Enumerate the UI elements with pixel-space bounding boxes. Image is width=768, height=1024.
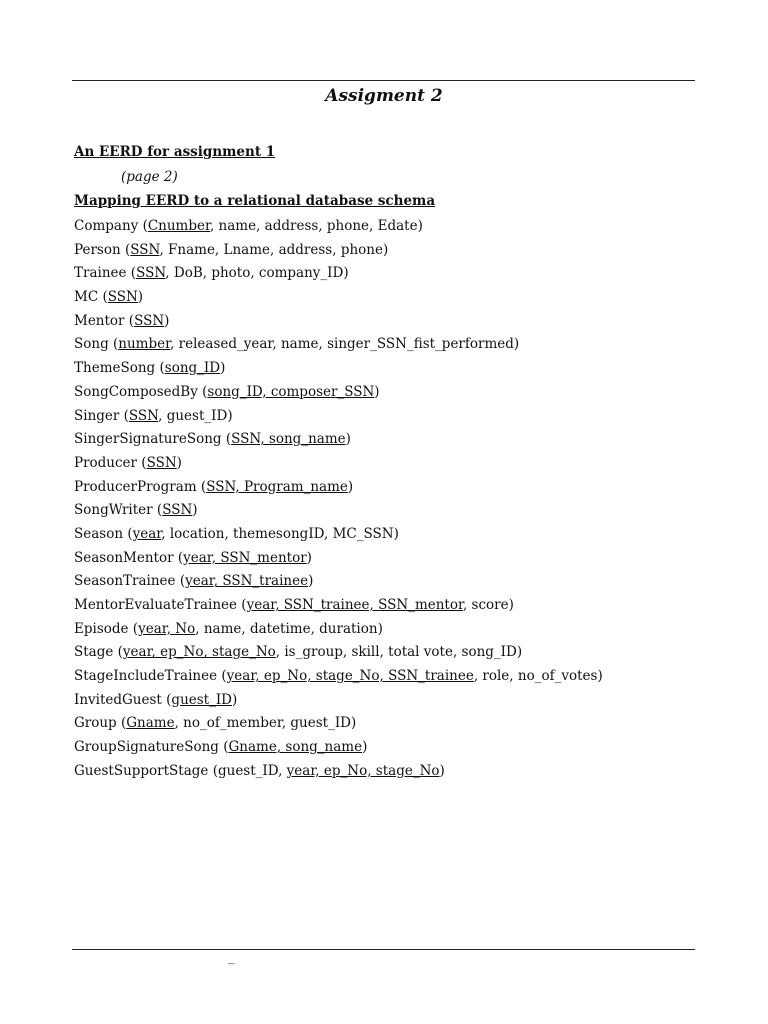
relation-name: Person: [74, 241, 121, 258]
relation-primary-key: Gname, song_name: [228, 739, 363, 756]
relation-row: Song (number, released_year, name, singer_SSN_fist_performed): [74, 336, 520, 353]
relation-attributes: , released_year, name, singer_SSN_fist_performed: [170, 336, 514, 353]
relation-attributes: , location, themesongID, MC_SSN: [161, 525, 394, 542]
relation-row: MentorEvaluateTrainee (year, SSN_trainee, SSN_mentor, score): [74, 597, 514, 613]
relation-schema-list: [74, 217, 603, 786]
relation-row: Producer (SSN): [74, 454, 182, 471]
relation-primary-key: SSN: [134, 312, 165, 329]
relation-name: SeasonTrainee: [74, 573, 176, 590]
relation-primary-key: SSN: [128, 407, 159, 424]
relation-name: GuestSupportStage: [74, 762, 209, 779]
relation-attributes: , guest_ID: [158, 407, 228, 424]
relation-row: GuestSupportStage (guest_ID, year, ep_No, stage_No): [74, 762, 445, 779]
relation-name: Mentor: [74, 312, 125, 329]
relation-row: Trainee (SSN, DoB, photo, company_ID): [74, 265, 349, 282]
relation-name: Group: [74, 715, 117, 732]
relation-row: ThemeSong (song_ID): [74, 360, 226, 377]
relation-name: MC: [74, 289, 99, 306]
relation-primary-key: Gname: [126, 715, 175, 732]
relation-row: SingerSignatureSong (SSN, song_name): [74, 431, 351, 448]
relation-attributes: , name, address, phone, Edate: [209, 218, 418, 234]
relation-attributes: , name, datetime, duration: [195, 620, 378, 637]
relation-primary-key: year, ep_No, stage_No: [286, 762, 440, 779]
relation-primary-key: year, No: [138, 620, 196, 637]
relation-attributes: , no_of_member, guest_ID: [174, 715, 351, 732]
relation-row: Stage (year, ep_No, stage_No, is_group, skill, total vote, song_ID): [74, 644, 523, 661]
relation-row: Company (Cnumber, name, address, phone, Edate): [74, 218, 423, 234]
relation-row: SongWriter (SSN): [74, 502, 198, 519]
relation-row: SeasonMentor (year, SSN_mentor): [74, 549, 312, 566]
relation-row: GroupSignatureSong (Gname, song_name): [74, 739, 368, 756]
relation-primary-key: year, SSN_trainee, SSN_mentor: [246, 597, 463, 613]
relation-primary-key: number: [118, 336, 171, 353]
relation-row: SeasonTrainee (year, SSN_trainee): [74, 573, 314, 590]
relation-name: ThemeSong: [74, 360, 156, 377]
relation-primary-key: Cnumber: [147, 218, 210, 234]
relation-primary-key: SSN: [146, 454, 177, 471]
relation-primary-key: SSN, Program_name: [206, 478, 348, 495]
relation-name: Season: [74, 525, 124, 542]
relation-row: Singer (SSN, guest_ID): [74, 407, 233, 424]
relation-attributes: , score: [462, 597, 509, 613]
relation-row: Episode (year, No, name, datetime, duration): [74, 620, 383, 637]
relation-row: SongComposedBy (song_ID, composer_SSN): [74, 383, 380, 400]
relation-primary-key: SSN: [162, 502, 193, 519]
relation-name: Company: [74, 218, 139, 234]
relation-row: ProducerProgram (SSN, Program_name): [74, 478, 354, 495]
relation-attributes: , Fname, Lname, address, phone: [159, 241, 383, 258]
relation-name: StageIncludeTrainee: [74, 668, 218, 685]
relation-primary-key: song_ID, composer_SSN: [207, 383, 375, 400]
relation-row: MC (SSN): [74, 289, 144, 306]
relation-name: GroupSignatureSong: [74, 739, 219, 756]
page-reference: (page 2): [121, 169, 178, 185]
relation-primary-key: SSN: [136, 265, 166, 282]
relation-name: Song: [74, 336, 109, 353]
footer-mark: _: [228, 950, 235, 965]
relation-primary-key: year, ep_No, stage_No, SSN_trainee: [226, 668, 474, 685]
relation-row: Mentor (SSN): [74, 312, 170, 329]
relation-row: StageIncludeTrainee (year, ep_No, stage_No, SSN_trainee, role, no_of_votes): [74, 668, 603, 685]
relation-name: SongWriter: [74, 502, 153, 519]
relation-primary-key: guest_ID: [171, 691, 233, 708]
relation-attributes: , is_group, skill, total vote, song_ID: [275, 644, 517, 661]
top-rule: [72, 80, 695, 81]
bottom-rule: [72, 949, 695, 950]
relation-primary-key: SSN, song_name: [231, 431, 346, 448]
relation-name: Episode: [74, 620, 129, 637]
relation-attributes: , DoB, photo, company_ID: [165, 265, 344, 282]
relation-name: MentorEvaluateTrainee: [74, 597, 238, 613]
eerd-heading: An EERD for assignment 1: [74, 144, 276, 160]
relation-name: InvitedGuest: [74, 691, 162, 708]
relation-attributes: , role, no_of_votes: [473, 668, 598, 685]
relation-primary-key: year, ep_No, stage_No: [122, 644, 276, 661]
relation-row: Season (year, location, themesongID, MC_SSN): [74, 525, 399, 542]
relation-primary-key: song_ID: [164, 360, 221, 377]
relation-name: Stage: [74, 644, 114, 661]
relation-primary-key: year, SSN_mentor: [183, 549, 307, 566]
page-title: Assigment 2: [325, 86, 443, 106]
relation-row: Person (SSN, Fname, Lname, address, phone): [74, 241, 389, 258]
relation-name: Singer: [74, 407, 120, 424]
relation-name: SingerSignatureSong: [74, 431, 222, 448]
relation-name: Producer: [74, 454, 138, 471]
relation-name: SongComposedBy: [74, 383, 198, 400]
relation-primary-key: SSN: [107, 289, 138, 306]
relation-row: Group (Gname, no_of_member, guest_ID): [74, 715, 357, 732]
relation-row: InvitedGuest (guest_ID): [74, 691, 238, 708]
relation-name: Trainee: [74, 265, 127, 282]
mapping-heading: Mapping EERD to a relational database schema: [74, 193, 436, 209]
relation-primary-key: SSN: [130, 241, 160, 258]
relation-name: ProducerProgram: [74, 478, 197, 495]
relation-name: SeasonMentor: [74, 549, 174, 566]
relation-primary-key: year, SSN_trainee: [185, 573, 309, 590]
relation-primary-key: year: [132, 525, 162, 542]
relation-attributes-pre: guest_ID,: [217, 762, 287, 779]
